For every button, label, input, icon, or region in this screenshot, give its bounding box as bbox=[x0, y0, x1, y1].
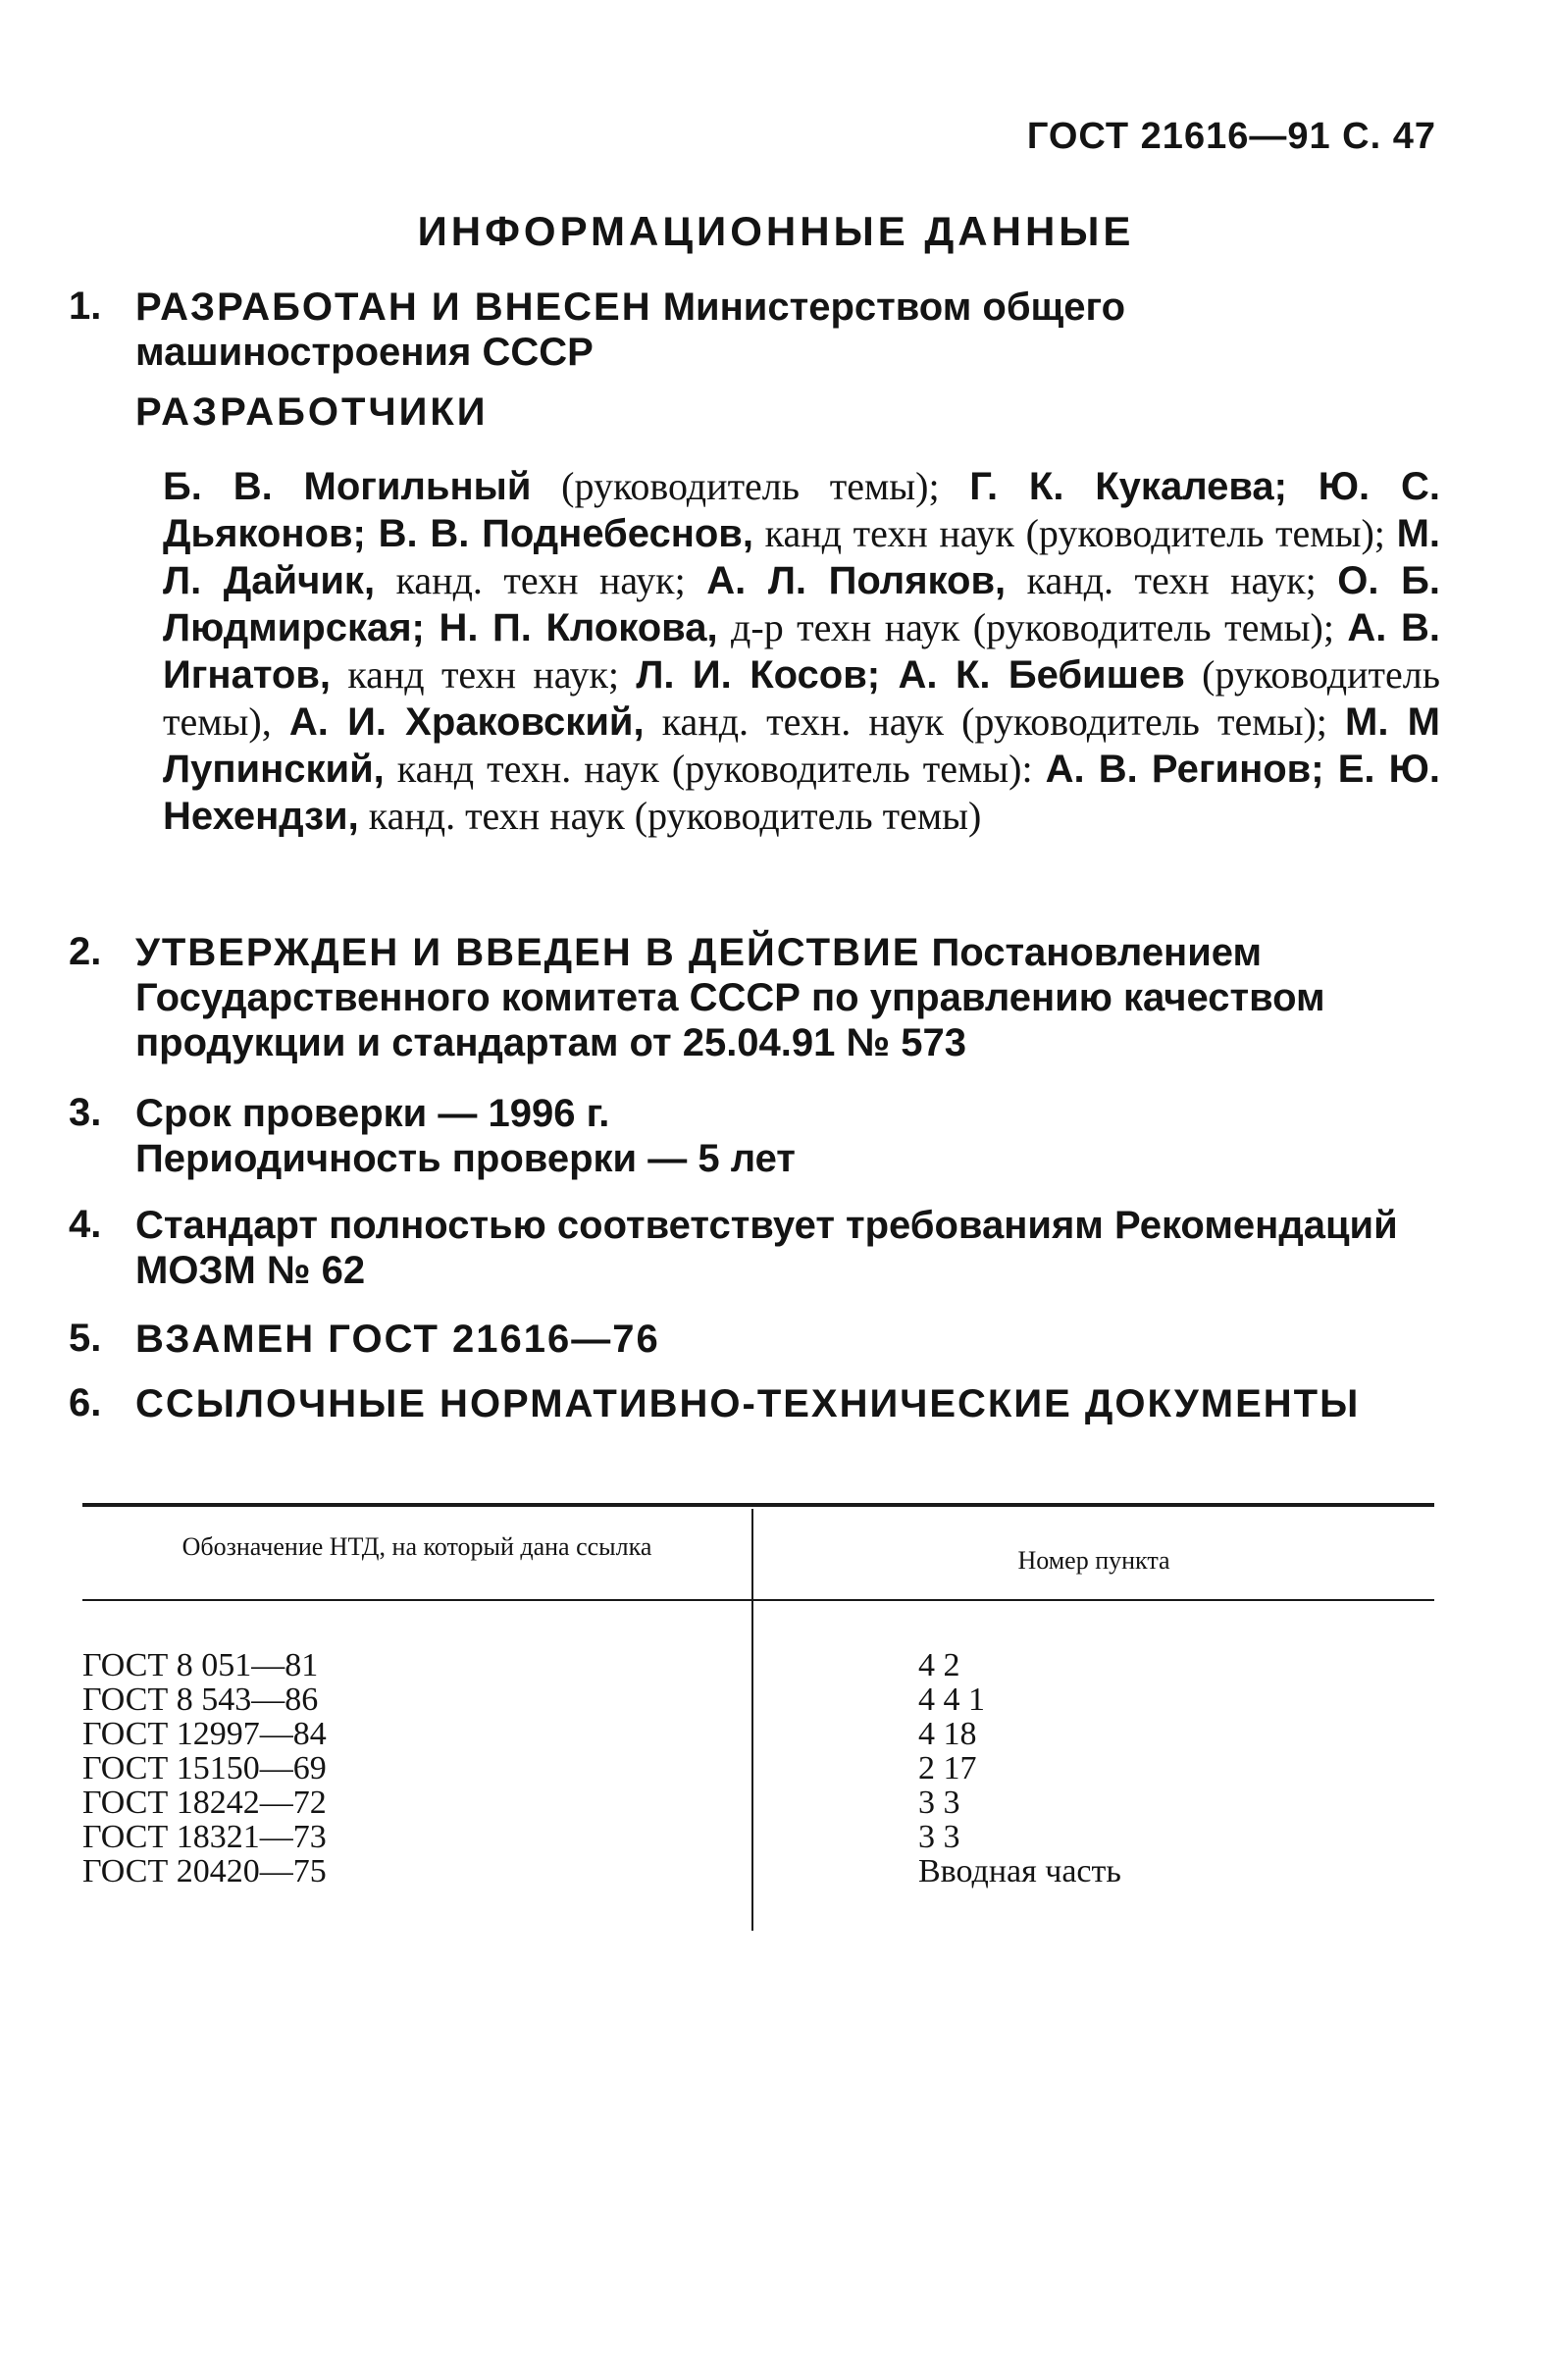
developer-role: канд техн наук (руководитель темы); bbox=[753, 511, 1397, 555]
developers-list bbox=[163, 463, 1440, 840]
item-body bbox=[135, 285, 1442, 375]
document-cell: ГОСТ 8 543—86 bbox=[82, 1682, 319, 1718]
page-header: ГОСТ 21616—91 С. 47 bbox=[1026, 116, 1436, 157]
item-number: 2. bbox=[69, 930, 102, 973]
item-number: 5. bbox=[69, 1317, 102, 1360]
table-body bbox=[82, 1648, 1434, 1888]
item-number: 6. bbox=[69, 1381, 102, 1424]
table-row bbox=[82, 1717, 1434, 1751]
item-number: 1. bbox=[69, 285, 102, 328]
item-text: Стандарт полностью соответствует требованиям Рекомендаций МОЗМ № 62 bbox=[135, 1204, 1398, 1292]
document-cell: ГОСТ 8 051—81 bbox=[82, 1647, 319, 1683]
document-cell: ГОСТ 20420—75 bbox=[82, 1853, 327, 1889]
page-title: ИНФОРМАЦИОННЫЕ ДАННЫЕ bbox=[417, 208, 1135, 254]
info-item-6 bbox=[69, 1381, 1442, 1479]
item-lead: ВЗАМЕН ГОСТ 21616—76 bbox=[135, 1318, 660, 1361]
document-cell: ГОСТ 18321—73 bbox=[82, 1819, 327, 1855]
table-row bbox=[82, 1785, 1434, 1820]
developer-role: канд. техн наук; bbox=[1006, 558, 1338, 602]
developer-role: канд. техн наук (руководитель темы) bbox=[358, 794, 982, 838]
table-row bbox=[82, 1682, 1434, 1717]
developer-name: А. Л. Поляков, bbox=[706, 559, 1007, 602]
developer-name: М. Л. Дайчик, bbox=[163, 512, 1440, 602]
info-item-1 bbox=[69, 285, 1442, 383]
developer-name: М. М Лупинский, bbox=[163, 700, 1440, 791]
info-item-5 bbox=[69, 1317, 1442, 1366]
developers-heading: РАЗРАБОТЧИКИ bbox=[135, 390, 489, 434]
developer-role: (руководитель темы), bbox=[163, 652, 1440, 744]
developer-name: А. И. Храковский, bbox=[288, 700, 645, 744]
info-item-2 bbox=[69, 930, 1442, 1077]
item-number: 4. bbox=[69, 1203, 102, 1246]
developer-name: А. В. Игнатов, bbox=[163, 606, 1441, 697]
item-number: 3. bbox=[69, 1091, 102, 1134]
clause-cell: 4 4 1 bbox=[918, 1682, 985, 1718]
column-header-clause: Номер пункта bbox=[1017, 1546, 1170, 1575]
developer-role: д-р техн наук (руководитель темы); bbox=[717, 605, 1348, 649]
document-cell: ГОСТ 15150—69 bbox=[82, 1750, 327, 1786]
item-body bbox=[135, 1381, 1442, 1426]
developer-name: О. Б. Людмирская; Н. П. Клокова, bbox=[163, 559, 1440, 649]
table-row bbox=[82, 1820, 1434, 1854]
developer-name: А. В. Регинов; Е. Ю. Нехендзи, bbox=[163, 748, 1440, 838]
item-lead: РАЗРАБОТАН И ВНЕСЕН bbox=[135, 285, 652, 329]
clause-cell: 3 3 bbox=[918, 1819, 960, 1855]
table-row bbox=[82, 1854, 1434, 1888]
item-line: Периодичность проверки — 5 лет bbox=[135, 1137, 796, 1180]
clause-cell: 4 2 bbox=[918, 1647, 960, 1683]
developer-role: (руководитель темы); bbox=[531, 464, 970, 508]
clause-cell: 4 18 bbox=[918, 1716, 977, 1752]
developer-role: канд техн наук; bbox=[331, 652, 637, 697]
item-line: Срок проверки — 1996 г. bbox=[135, 1092, 610, 1135]
developer-name: Г. К. Кукалева; bbox=[969, 465, 1287, 508]
reference-table bbox=[82, 1503, 1434, 1935]
developer-role: канд техн. наук (руководитель темы): bbox=[384, 747, 1046, 791]
item-body bbox=[135, 930, 1442, 1065]
table-header-rule bbox=[82, 1599, 1434, 1601]
document-cell: ГОСТ 12997—84 bbox=[82, 1716, 327, 1752]
item-text: Постановлением Государственного комитета СССР по управлению качеством продукции и стандартам от 25.04.91 № 573 bbox=[135, 931, 1325, 1064]
item-body bbox=[135, 1317, 1442, 1362]
developer-role: канд. техн наук; bbox=[375, 558, 707, 602]
developer-role: канд. техн. наук (руководитель темы); bbox=[644, 699, 1345, 744]
table-top-rule bbox=[82, 1503, 1434, 1507]
table-row bbox=[82, 1648, 1434, 1682]
info-item-3 bbox=[69, 1091, 1442, 1189]
info-item-4 bbox=[69, 1203, 1442, 1301]
table-row bbox=[82, 1751, 1434, 1785]
document-cell: ГОСТ 18242—72 bbox=[82, 1785, 327, 1821]
item-body bbox=[135, 1091, 1442, 1181]
clause-cell: Вводная часть bbox=[918, 1853, 1121, 1889]
item-lead: УТВЕРЖДЕН И ВВЕДЕН В ДЕЙСТВИЕ bbox=[135, 931, 921, 974]
developer-name: Л. И. Косов; А. К. Бебишев bbox=[636, 653, 1185, 697]
item-body bbox=[135, 1203, 1442, 1293]
developer-name: Б. В. Могильный bbox=[163, 465, 532, 508]
column-header-document: Обозначение НТД, на который дана ссылка bbox=[181, 1532, 652, 1561]
item-text: Министерством общего машиностроения СССР bbox=[135, 285, 1126, 374]
developer-name: Ю. С. Дьяконов; В. В. Поднебеснов, bbox=[163, 465, 1440, 555]
clause-cell: 2 17 bbox=[918, 1750, 977, 1786]
clause-cell: 3 3 bbox=[918, 1785, 960, 1821]
item-lead: ССЫЛОЧНЫЕ НОРМАТИВНО-ТЕХНИЧЕСКИЕ ДОКУМЕНТЫ bbox=[135, 1382, 1361, 1425]
